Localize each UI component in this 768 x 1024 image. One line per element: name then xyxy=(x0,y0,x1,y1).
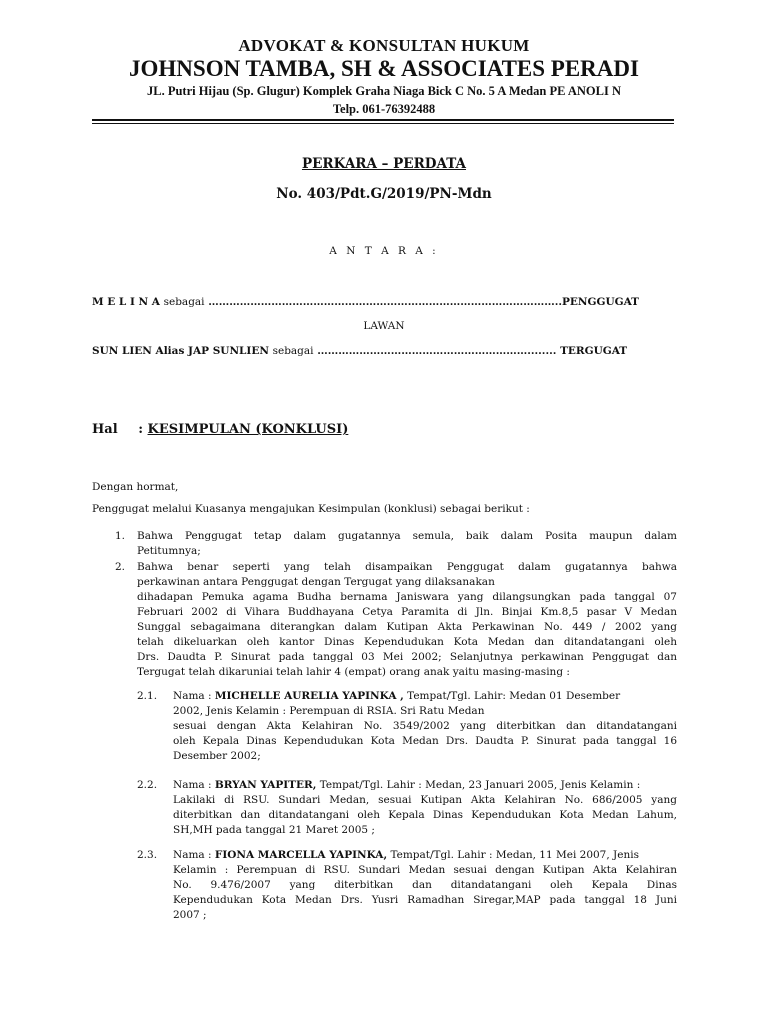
child-2-line-4: SH,MH pada tanggal 21 Maret 2005 ; xyxy=(173,824,375,836)
item-2-line-6: telah dikeluarkan oleh kantor Dinas Kependudukan Kota Medan dan ditandatangani oleh xyxy=(137,636,677,648)
letterhead-address: JL. Putri Hijau (Sp. Glugur) Komplek Graha Niaga Bick C No. 5 A Medan PE ANOLI N xyxy=(146,84,621,98)
item-2-line-7: Drs. Daudta P. Sinurat pada tanggal 03 Mei 2002; Selanjutnya perkawinan Penggugat dan xyxy=(137,651,677,663)
child-2-number: 2.2. xyxy=(137,779,158,791)
subject-label: Hal xyxy=(92,422,118,437)
item-2-line-4: Februari 2002 di Vihara Buddhayana Cetya Paramita di Jln. Binjai Km.8,5 pasar V Medan xyxy=(137,606,677,618)
child-2-line-3: diterbitkan dan ditandatangani oleh Kepala Dinas Kependudukan Kota Medan Lahum, xyxy=(173,809,677,821)
item-2-line-3: dihadapan Pemuka agama Budha bernama Janiswara yang dilangsungkan pada tanggal 07 xyxy=(137,591,677,603)
child-3-number: 2.3. xyxy=(137,849,158,861)
child-2-line-1-rest: Tempat/Tgl. Lahir : Medan, 23 Januari 2005, Jenis Kelamin : xyxy=(319,779,641,791)
letterhead-profession: ADVOKAT & KONSULTAN HUKUM xyxy=(238,36,530,55)
case-title: PERKARA – PERDATA xyxy=(301,156,467,172)
item-1-line-2: Petitumnya; xyxy=(137,545,201,557)
child-3-line-2: Kelamin : Perempuan di RSU. Sundari Medan sesuai dengan Kutipan Akta Kelahiran xyxy=(173,864,677,876)
child-3-name: FIONA MARCELLA YAPINKA, xyxy=(214,849,388,861)
letterhead-rule-thick xyxy=(92,119,674,121)
defendant-name: SUN LIEN Alias JAP SUNLIEN xyxy=(92,345,269,357)
defendant-line xyxy=(92,345,627,357)
plaintiff-dots: ……………………………………………………………………………………….. xyxy=(208,296,563,308)
item-2-line-8: Tergugat telah dikaruniai telah lahir 4 (empat) orang anak yaitu masing-masing : xyxy=(137,666,570,678)
child-2-line-2: Lakilaki di RSU. Sundari Medan, sesuai Kutipan Akta Kelahiran No. 686/2005 yang xyxy=(173,794,677,806)
plaintiff-sebagai: sebagai xyxy=(163,296,205,308)
child-3-line-4: Kependudukan Kota Medan Drs. Yusri Ramadhan Siregar,MAP pada tanggal 18 Juni xyxy=(173,894,677,906)
child-1-nama-label: Nama : xyxy=(173,690,212,702)
intro-paragraph: Penggugat melalui Kuasanya mengajukan Kesimpulan (konklusi) sebagai berikut : xyxy=(92,503,530,515)
defendant-role: TERGUGAT xyxy=(560,345,628,357)
plaintiff-line xyxy=(92,296,639,308)
item-1-number: 1. xyxy=(115,530,126,542)
item-2-line-2: perkawinan antara Penggugat dengan Tergugat yang dilaksanakan xyxy=(137,576,495,588)
lawan-label: LAWAN xyxy=(363,320,405,332)
child-1-line-1-rest: Tempat/Tgl. Lahir: Medan 01 Desember xyxy=(407,690,621,702)
child-3-nama-label: Nama : xyxy=(173,849,212,861)
child-1-line-5: Desember 2002; xyxy=(173,750,261,762)
child-1-line-4: oleh Kepala Dinas Kependudukan Kota Medan Drs. Daudta P. Sinurat pada tanggal 16 xyxy=(173,735,677,747)
letterhead-phone: Telp. 061-76392488 xyxy=(332,102,436,116)
child-1-line-3: sesuai dengan Akta Kelahiran No. 3549/2002 yang diterbitkan dan ditandatangani xyxy=(173,720,677,732)
item-1-line-1: Bahwa Penggugat tetap dalam gugatannya semula, baik dalam Posita maupun dalam xyxy=(137,530,677,542)
defendant-sebagai: sebagai xyxy=(272,345,314,357)
subject-title: KESIMPULAN (KONKLUSI) xyxy=(147,422,349,437)
plaintiff-name: M E L I N A xyxy=(92,296,160,308)
item-2-line-5: Sunggal sebagaimana diterangkan dalam Kutipan Akta Perkawinan No. 449 / 2002 yang xyxy=(137,621,677,633)
child-2-nama-label: Nama : xyxy=(173,779,212,791)
subject-colon: : xyxy=(138,422,143,437)
child-2-line-1 xyxy=(173,778,640,793)
defendant-dots: ……………………………………………………........ xyxy=(317,345,557,357)
child-3-line-1 xyxy=(173,848,639,863)
greeting: Dengan hormat, xyxy=(92,481,179,493)
child-3-line-3: No. 9.476/2007 yang diterbitkan dan ditandatangani oleh Kepala Dinas xyxy=(173,879,677,891)
letterhead-firm-name: JOHNSON TAMBA, SH & ASSOCIATES PERADI xyxy=(129,56,639,81)
plaintiff-role: PENGGUGAT xyxy=(562,296,639,308)
case-number: No. 403/Pdt.G/2019/PN-Mdn xyxy=(276,186,492,202)
child-1-line-1 xyxy=(173,689,620,704)
child-1-name: MICHELLE AURELIA YAPINKA , xyxy=(214,690,404,702)
item-2-number: 2. xyxy=(115,561,126,573)
child-2-name: BRYAN YAPITER, xyxy=(214,779,317,791)
child-3-line-1-rest: Tempat/Tgl. Lahir : Medan, 11 Mei 2007, Jenis xyxy=(390,849,639,861)
child-1-number: 2.1. xyxy=(137,690,158,702)
child-1-line-2: 2002, Jenis Kelamin : Perempuan di RSIA. Sri Ratu Medan xyxy=(173,705,485,717)
antara-heading: A N T A R A : xyxy=(329,245,439,257)
child-3-line-5: 2007 ; xyxy=(173,909,207,921)
subject-line xyxy=(92,422,348,437)
letterhead-rule-thin xyxy=(92,123,674,124)
item-2-line-1: Bahwa benar seperti yang telah disampaikan Penggugat dalam gugatannya bahwa xyxy=(137,561,677,573)
